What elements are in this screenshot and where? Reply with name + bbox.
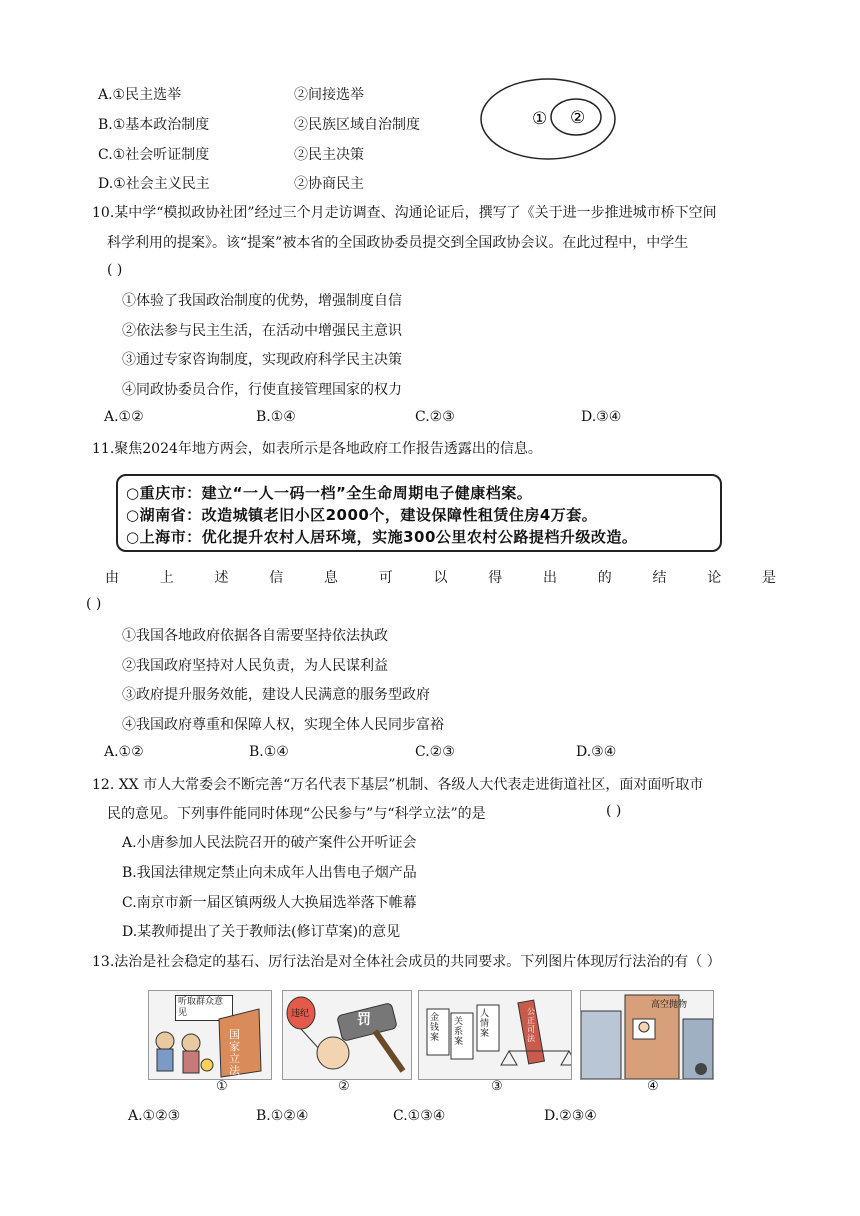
q11-choice-d[interactable]: D.③④ <box>576 744 617 760</box>
q13-pic3-label-relation: 关系案 <box>454 1017 464 1047</box>
q10-stem-line2: 科学利用的提案》。该“提案”被本省的全国政协委员提交到全国政协会议。在此过程中，中学生 <box>107 235 689 251</box>
q13-pic1-sign: 听取群众意见 <box>175 995 233 1021</box>
q13-pic4-illustration <box>581 991 713 1079</box>
q12-option-d[interactable]: D.某教师提出了关于教师法(修订草案)的意见 <box>122 924 401 940</box>
q9-option-a[interactable]: A.①民主选举 <box>98 87 182 103</box>
q13-choice-d[interactable]: D.②③④ <box>544 1108 597 1124</box>
q9-option-d[interactable]: D.①社会主义民主 <box>98 176 210 192</box>
outer-label: ① <box>532 109 548 129</box>
q13-pic3-label-money: 金钱案 <box>430 1013 440 1043</box>
q12-stem-line1: 12. XX 市人大常委会不断完善“万名代表下基层”机制、各级人大代表走进街道社区，面对面听取市 <box>92 777 704 793</box>
q13-picture-3 <box>418 990 572 1080</box>
q12-answer-paren[interactable]: ( ) <box>606 803 622 819</box>
q11-choice-a[interactable]: A.①② <box>104 744 144 760</box>
q13-pic2-illustration <box>283 991 411 1079</box>
q11-choice-c[interactable]: C.②③ <box>415 744 455 760</box>
q13-picture-3-number: ③ <box>491 1079 503 1094</box>
q11-answer-paren[interactable]: ( ) <box>86 596 102 612</box>
q11-table-row-hunan: ○湖南省：改造城镇老旧小区2000个，建设保障性租赁住房4万套。 <box>126 506 598 524</box>
q13-choice-a[interactable]: A.①②③ <box>128 1108 181 1124</box>
q13-picture-4-number: ④ <box>647 1079 659 1094</box>
q11-item-2: ②我国政府坚持对人民负责，为人民谋利益 <box>122 658 388 674</box>
q13-choice-c[interactable]: C.①③④ <box>393 1108 446 1124</box>
q13-pic2-balloon-label: 违纪 <box>291 1009 310 1019</box>
q10-answer-paren[interactable]: ( ) <box>107 262 123 278</box>
q13-pic3-label-favor: 人情案 <box>480 1009 490 1039</box>
q13-picture-2-number: ② <box>338 1079 350 1094</box>
inner-label: ② <box>570 108 586 128</box>
q9-option-b-second: ②民族区域自治制度 <box>294 117 420 133</box>
q13-picture-4 <box>580 990 714 1080</box>
q10-item-4: ④同政协委员合作，行使直接管理国家的权力 <box>122 382 402 398</box>
q13-picture-1 <box>148 990 272 1080</box>
q9-option-c-second: ②民主决策 <box>294 147 364 163</box>
q11-item-3: ③政府提升服务效能，建设人民满意的服务型政府 <box>122 687 430 703</box>
q13-pic1-illustration <box>149 991 271 1079</box>
q13-choice-b[interactable]: B.①②④ <box>256 1108 309 1124</box>
q13-pic1-book-label: 国家立法 <box>229 1028 240 1077</box>
q11-item-4: ④我国政府尊重和保障人权，实现全体人民同步富裕 <box>122 717 444 733</box>
q11-info-table <box>116 474 722 552</box>
q11-table-row-shanghai: ○上海市：优化提升农村人居环境，实施300公里农村公路提档升级改造。 <box>126 528 638 546</box>
outer-ellipse <box>481 79 615 159</box>
q10-item-3: ③通过专家咨询制度，实现政府科学民主决策 <box>122 352 402 368</box>
q11-choice-b[interactable]: B.①④ <box>249 744 289 760</box>
q10-item-2: ②依法参与民主生活，在活动中增强民主意识 <box>122 323 402 339</box>
q13-pic2-hammer-label: 罚 <box>357 1012 371 1028</box>
q12-option-b[interactable]: B.我国法律规定禁止向未成年人出售电子烟产品 <box>122 865 417 881</box>
q9-option-a-second: ②间接选举 <box>294 87 364 103</box>
q10-stem-line1: 10.某中学“模拟政协社团”经过三个月走访调查、沟通论证后，撰写了《关于进一步推进城市桥下空间 <box>92 205 717 221</box>
q11-table-row-chongqing: ○重庆市：建立“一人一码一档”全生命周期电子健康档案。 <box>126 484 533 502</box>
q12-stem-line2: 民的意见。下列事件能同时体现“公民参与”与“科学立法”的是 <box>107 806 486 822</box>
q13-picture-1-number: ① <box>216 1079 228 1094</box>
q10-choice-d[interactable]: D.③④ <box>581 409 622 425</box>
q10-choice-c[interactable]: C.②③ <box>415 409 455 425</box>
q11-question-stem: 由 上 述 信 息 可 以 得 出 的 结 论 是 <box>105 570 776 586</box>
q12-option-a[interactable]: A.小唐参加人民法院召开的破产案件公开听证会 <box>122 835 417 851</box>
q9-venn-diagram <box>478 74 618 164</box>
q10-choice-b[interactable]: B.①④ <box>256 409 296 425</box>
q9-option-c[interactable]: C.①社会听证制度 <box>98 147 210 163</box>
q11-item-1: ①我国各地政府依据各自需要坚持依法执政 <box>122 628 388 644</box>
q10-item-1: ①体验了我国政治制度的优势，增强制度自信 <box>122 293 402 309</box>
q13-pic3-label-justice: 公正司法 <box>527 1007 535 1043</box>
q12-option-c[interactable]: C.南京市新一届区镇两级人大换届选举落下帷幕 <box>122 895 417 911</box>
q10-choice-a[interactable]: A.①② <box>104 409 144 425</box>
q9-option-b[interactable]: B.①基本政治制度 <box>98 117 210 133</box>
q13-stem: 13.法治是社会稳定的基石、厉行法治是对全体社会成员的共同要求。下列图片体现厉行法治的有（ ） <box>92 954 721 970</box>
q13-pic4-label: 高空抛物 <box>651 1000 688 1010</box>
q9-option-d-second: ②协商民主 <box>294 176 364 192</box>
q13-picture-2 <box>282 990 412 1080</box>
q11-stem: 11.聚焦2024年地方两会，如表所示是各地政府工作报告透露出的信息。 <box>92 441 542 457</box>
